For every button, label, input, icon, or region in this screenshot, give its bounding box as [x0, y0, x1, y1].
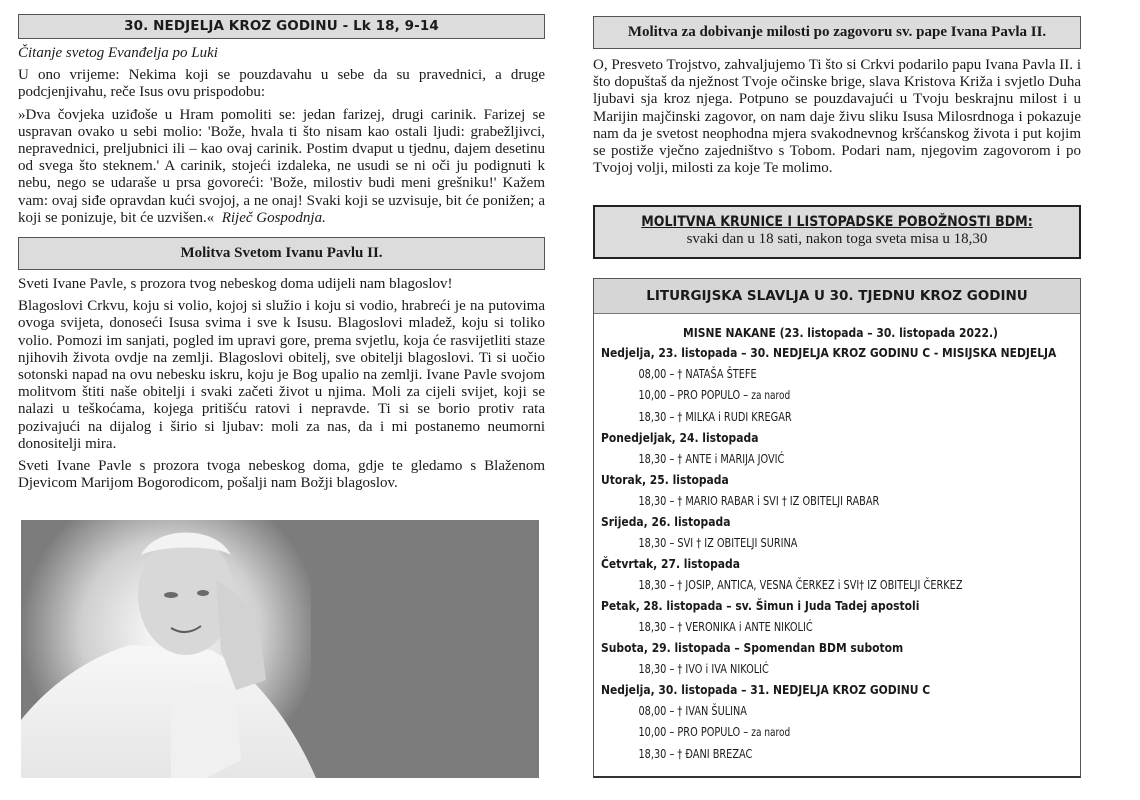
mass-intention-text: 18,30 – † MILKA i RUDI KREGAR — [638, 409, 792, 424]
mass-intention-text: 08,00 – † IVAN ŠULINA — [638, 703, 747, 718]
mass-intention — [601, 574, 975, 595]
schedule-day: Četvrtak, 27. listopada — [601, 556, 740, 571]
mass-intention — [601, 700, 975, 721]
grace-prayer-text: O, Presveto Trojstvo, zahvaljujemo Ti što si Crkvi podarilo papu Ivana Pavla II. i što dopuštaš da nježnost Tvoje očinske brige, slava Kristova Križa i svjetlo Duha ljubavi sja kroz njega. Potpuno se pouzdavajući u Tvoju beskrajnu milost i u Marijin majčinski zagovor, on nam daje živu sliku Isusa Milosrdnoga i pokazuje nam da je svetost neophodna mjera svakodnevnog kršćanskog života i put kojim se postiže vječno zajedništvo s Tobom. Podari nam, njegovim zagovorom i po Tvojoj volji, milosti za koje Te molimo. — [593, 57, 1081, 177]
mass-intention-note: za narod — [751, 388, 791, 402]
mass-intention — [601, 490, 975, 511]
gospel-heading: 30. NEDJELJA KROZ GODINU - Lk 18, 9-14 — [18, 14, 545, 39]
schedule-day: Utorak, 25. listopada — [601, 472, 729, 487]
schedule-day: Srijeda, 26. listopada — [601, 514, 731, 529]
schedule-day: Subota, 29. listopada – Spomendan BDM subotom — [601, 640, 904, 655]
portrait-illustration — [21, 520, 539, 778]
mass-intention — [601, 384, 975, 406]
liturgy-box — [593, 278, 1081, 778]
gospel-subtitle: Čitanje svetog Evanđelja po Luki — [18, 45, 218, 61]
schedule-day: Ponedjeljak, 24. listopada — [601, 430, 759, 445]
mass-intention — [601, 616, 975, 637]
mass-intention-text: 18,30 – † ANTE i MARIJA JOVIĆ — [638, 451, 785, 466]
rosary-title — [619, 214, 1055, 230]
mass-intention-text: 18,30 – † MARIO RABAR i SVI † IZ OBITELJI RABAR — [638, 493, 880, 508]
rosary-box — [593, 205, 1081, 259]
mass-intention-note: za narod — [751, 725, 791, 739]
prayer-paragraph-1: Sveti Ivane Pavle, s prozora tvog nebeskog doma udijeli nam blagoslov! — [18, 276, 453, 293]
prayer-heading: Molitva Svetom Ivanu Pavlu II. — [18, 237, 545, 270]
mass-intention-text: 10,00 – PRO POPULO – — [638, 387, 752, 402]
prayer-paragraph-3: Sveti Ivane Pavle s prozora tvoga nebeskog doma, gdje te gledamo s Blaženom Djevicom Marijom Bogorodicom, pošalji nam Božji blagoslov. — [18, 458, 545, 492]
gospel-paragraph-2 — [18, 107, 545, 227]
mass-intention-text: 08,00 – † NATAŠA ŠTEFE — [638, 366, 757, 381]
mass-schedule — [594, 314, 1080, 764]
mass-intention-text: 18,30 – † IVO i IVA NIKOLIĆ — [638, 661, 769, 676]
schedule-day: Nedjelja, 23. listopada – 30. NEDJELJA KROZ GODINU C - MISIJSKA NEDJELJA — [601, 345, 1057, 360]
sleeve — [171, 685, 241, 778]
right-eye — [197, 590, 209, 596]
pope-portrait-photo — [21, 520, 539, 778]
liturgy-heading: LITURGIJSKA SLAVLJA U 30. TJEDNU KROZ GODINU — [594, 279, 1080, 314]
gospel-text: »Dva čovjeka uziđoše u Hram pomoliti se: jedan farizej, drugi carinik. Farizej se uspravan ovako u sebi molio: 'Bože, hvala ti što nisam kao ostali ljudi: grabežljivci, nepravednici, preljubnici ili – kao ovaj carinik. Postim dvaput u tjednu, dajem desetinu od svega što steknem.' A carinik, stojeći izdaleka, ne usudi se ni oči ju podignuti k nebu, nego se udaraše u prsa govoreći: 'Bože, milostiv budi meni grešniku!' Kažem vam: ovaj siđe opravdan kući svojoj, a ne onaj! Svaki koji se uzvisuje, bit će ponižen; a koji se ponizuje, bit će uzvišen.« — [18, 106, 545, 226]
mass-intention — [601, 532, 975, 553]
mass-intention — [601, 743, 975, 764]
mass-intention-text: 18,30 – † ĐANI BREZAC — [638, 746, 753, 761]
mass-intention-text: 18,30 – SVI † IZ OBITELJI SURINA — [638, 535, 798, 550]
intentions-title: MISNE NAKANE (23. listopada – 30. listopada 2022.) — [683, 325, 998, 340]
schedule-day: Petak, 28. listopada – sv. Šimun i Juda Tadej apostoli — [601, 598, 920, 613]
gospel-closing: Riječ Gospodnja. — [221, 209, 326, 226]
gospel-paragraph-1: U ono vrijeme: Nekima koji se pouzdavahu u sebe da su pravednici, a druge podcjenjivahu, reče Isus ovu prispodobu: — [18, 67, 545, 101]
mass-intention-text: 10,00 – PRO POPULO – — [638, 724, 752, 739]
prayer-paragraph-2: Blagoslovi Crkvu, koju si volio, kojoj si služio i koju si vodio, hrabreći je na putovima ovoga svijeta, donoseći Isusa svima i sve k Isusu. Blagoslovi mladež, koju si toliko volio. Pomozi im sanjati, pogled im upravi gore, prema svjetlu, koja će rasvijetliti staze njihovih života ovdje na zemlji. Blagoslovi obitelj, sve obitelji blagoslovi. Ti si uočio sotonski napad na ovu nebesku iskru, koju je Bog upalio na zemlji. Ivane Pavle svojom molitvom štiti naše obitelji i svaki začeti život u njima. Moli za cijeli svijet, koji se nalazi u teškoćama, kojega pritišću ratovi i nepravde. Ti si se borio protiv rata pozivajući na dijalog i širio si ljubav: moli za nas, da i mi postanemo neumorni donositelji mira. — [18, 298, 545, 452]
left-eye — [164, 592, 178, 598]
schedule-day: Nedjelja, 30. listopada – 31. NEDJELJA KROZ GODINU C — [601, 682, 931, 697]
grace-prayer-heading: Molitva za dobivanje milosti po zagovoru sv. pape Ivana Pavla II. — [593, 16, 1081, 49]
mass-intention — [601, 658, 975, 679]
rosary-title-colon: : — [1027, 214, 1033, 230]
mass-intention — [601, 448, 975, 469]
mass-intention — [601, 721, 975, 743]
mass-intention-text: 18,30 – † VERONIKA i ANTE NIKOLIĆ — [638, 619, 813, 634]
mass-intention-text: 18,30 – † JOSIP, ANTICA, VESNA ČERKEZ i SVI† IZ OBITELJI ČERKEZ — [638, 577, 963, 592]
rosary-title-text: MOLITVNA KRUNICE I LISTOPADSKE POBOŽNOSTI BDM — [641, 214, 1028, 230]
right-column — [593, 16, 1081, 177]
mass-intention — [601, 363, 975, 384]
mass-intention — [601, 406, 975, 427]
left-column — [18, 14, 545, 492]
rosary-subtitle: svaki dan u 18 sati, nakon toga sveta misa u 18,30 — [686, 231, 988, 247]
